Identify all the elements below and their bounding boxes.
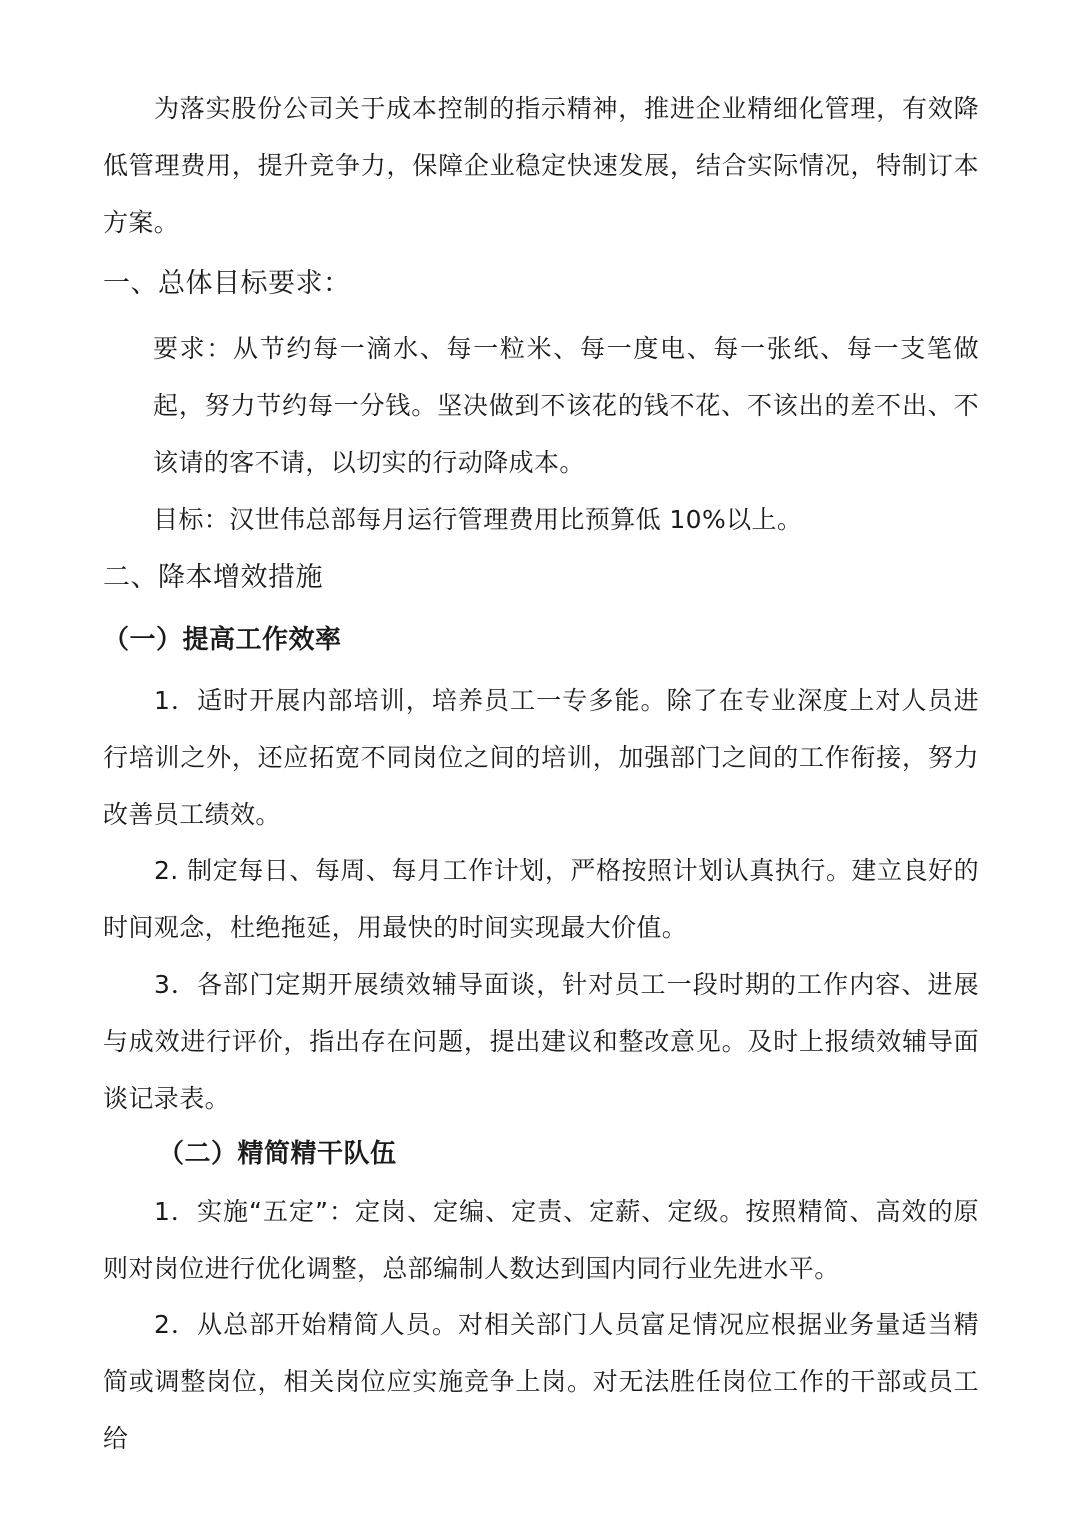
subsection-2-heading: （二）精简精干队伍 <box>158 1139 397 1169</box>
subsection-1-item: 2. 制定每日、每周、每月工作计划，严格按照计划认真执行。建立良好的时间观念，杜绝拖延，用最快的时间实现最大价值。 <box>103 856 979 942</box>
section-1-heading: 一、总体目标要求： <box>103 268 351 299</box>
subsection-1-item: 3．各部门定期开展绩效辅导面谈，针对员工一段时期的工作内容、进展与成效进行评价，指出存在问题，提出建议和整改意见。及时上报绩效辅导面谈记录表。 <box>103 970 979 1113</box>
subsection-2-item: 2．从总部开始精简人员。对相关部门人员富足情况应根据业务量适当精简或调整岗位，相关岗位应实施竞争上岗。对无法胜任岗位工作的干部或员工给 <box>103 1310 979 1453</box>
section-2-heading: 二、降本增效措施 <box>103 562 323 593</box>
subsection-2-item: 1．实施“五定”：定岗、定编、定责、定薪、定级。按照精简、高效的原则对岗位进行优化调整，总部编制人数达到国内同行业先进水平。 <box>103 1197 979 1283</box>
subsection-1-heading: （一）提高工作效率 <box>103 625 342 655</box>
intro-paragraph: 为落实股份公司关于成本控制的指示精神，推进企业精细化管理，有效降低管理费用，提升竞争力，保障企业稳定快速发展，结合实际情况，特制订本方案。 <box>103 94 979 237</box>
subsection-1-item: 1．适时开展内部培训，培养员工一专多能。除了在专业深度上对人员进行培训之外，还应拓宽不同岗位之间的培训，加强部门之间的工作衔接，努力改善员工绩效。 <box>103 686 979 829</box>
requirement-paragraph: 要求：从节约每一滴水、每一粒米、每一度电、每一张纸、每一支笔做起，努力节约每一分钱。坚决做到不该花的钱不花、不该出的差不出、不该请的客不请，以切实的行动降成本。 <box>153 334 979 477</box>
target-paragraph: 目标：汉世伟总部每月运行管理费用比预算低 10%以上。 <box>153 505 803 534</box>
